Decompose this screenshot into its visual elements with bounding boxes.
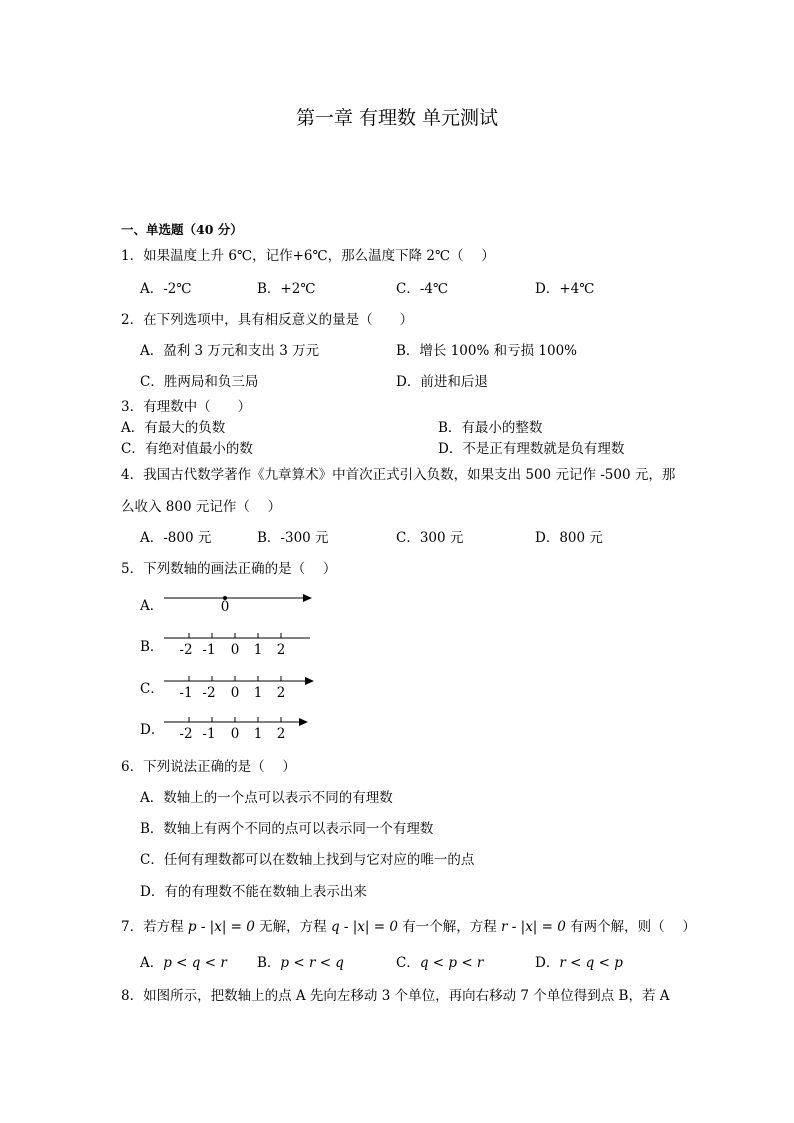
number-line-b-tick-label: -2: [179, 642, 193, 658]
q6-option-c: C．任何有理数都可以在数轴上找到与它对应的唯一的点: [140, 852, 475, 868]
q2-option-b: B．增长 100% 和亏损 100%: [396, 343, 577, 359]
q4-option-a: A．-800 元: [140, 530, 212, 546]
q5-label-b: B．: [140, 639, 164, 655]
q7-option-a: [140, 957, 227, 971]
number-line-b-tick-label: -1: [202, 642, 216, 658]
number-line-c-tick-label: 0: [230, 685, 240, 701]
q7-option-expr: r < q < p: [559, 955, 623, 971]
q7-equation-r: r - |x| = 0: [501, 919, 566, 935]
q7-option-label: C．: [396, 955, 420, 971]
q7-stem-text: 无解，方程: [254, 919, 331, 935]
q7-stem: [121, 921, 696, 935]
q1-option-c: C．-4℃: [396, 281, 449, 297]
number-line-b-tick-label: 1: [253, 642, 263, 658]
q5-stem: 5．下列数轴的画法正确的是（ ）: [121, 561, 337, 577]
q3-option-b: B．有最小的整数: [438, 420, 543, 436]
number-line-c: [160, 674, 320, 706]
q4-option-d: D．800 元: [535, 530, 603, 546]
q7-option-d: [535, 957, 623, 971]
q8-stem: 8．如图所示，把数轴上的点 A 先向左移动 3 个单位，再向右移动 7 个单位得到点 B，若 A: [121, 988, 670, 1004]
q6-option-d: D．有的有理数不能在数轴上表示出来: [140, 884, 367, 900]
q4-stem-line2: 么收入 800 元记作（ ）: [121, 499, 282, 515]
section-heading: 一、单选题（40 分）: [121, 222, 243, 237]
q7-option-c: [396, 957, 483, 971]
q7-option-label: B．: [257, 955, 281, 971]
q3-stem: 3．有理数中（ ）: [121, 399, 252, 415]
q2-option-c: C．胜两局和负三局: [140, 374, 259, 390]
number-line-b-tick-label: 0: [230, 642, 240, 658]
number-line-d-tick-label: 0: [230, 726, 240, 742]
q3-option-c: C．有绝对值最小的数: [121, 441, 253, 457]
q1-option-b: B．+2℃: [257, 281, 316, 297]
q5-label-a: A．: [140, 598, 164, 614]
q1-option-a: A．-2℃: [140, 281, 192, 297]
q3-option-a: A．有最大的负数: [121, 420, 226, 436]
number-line-c-tick-label: 1: [253, 685, 263, 701]
page-title: 第一章 有理数 单元测试: [295, 107, 499, 129]
q1-option-d: D．+4℃: [535, 281, 595, 297]
number-line-a: [160, 588, 320, 620]
q7-option-label: A．: [140, 955, 164, 971]
q5-label-c: C．: [140, 681, 164, 697]
q6-option-a: A．数轴上的一个点可以表示不同的有理数: [140, 790, 393, 806]
number-line-c-tick-label: -2: [202, 685, 216, 701]
q7-stem-text: 7．若方程: [121, 919, 188, 935]
q7-option-label: D．: [535, 955, 560, 971]
q1-stem: 1．如果温度上升 6℃，记作+6℃，那么温度下降 2℃（ ）: [121, 248, 495, 264]
q6-option-b: B．数轴上有两个不同的点可以表示同一个有理数: [140, 821, 434, 837]
q5-label-d: D．: [140, 722, 165, 738]
q7-option-expr: p < r < q: [280, 955, 344, 971]
number-line-b: [160, 632, 320, 664]
q4-option-b: B．-300 元: [257, 530, 329, 546]
number-line-c-tick-label: 2: [276, 685, 286, 701]
q7-option-b: [257, 957, 344, 971]
number-line-d: [160, 715, 320, 747]
q3-option-d: D．不是正有理数就是负有理数: [438, 441, 625, 457]
q7-option-expr: q < p < r: [419, 955, 484, 971]
q7-stem-text: 有一个解，方程: [397, 919, 502, 935]
q4-option-c: C．300 元: [396, 530, 464, 546]
number-line-b-tick-label: 2: [276, 642, 286, 658]
q7-option-expr: p < q < r: [163, 955, 227, 971]
number-line-d-tick-label: 2: [276, 726, 286, 742]
q2-option-a: A．盈利 3 万元和支出 3 万元: [140, 343, 320, 359]
q2-option-d: D．前进和后退: [396, 374, 488, 390]
number-line-d-tick-label: -1: [202, 726, 216, 742]
number-line-d-tick-label: 1: [253, 726, 263, 742]
number-line-a-label: 0: [220, 599, 230, 615]
number-line-c-tick-label: -1: [179, 685, 193, 701]
q2-stem: 2．在下列选项中，具有相反意义的量是（ ）: [121, 312, 414, 328]
q4-stem-line1: 4．我国古代数学著作《九章算术》中首次正式引入负数，如果支出 500 元记作 -500 元，那: [121, 467, 676, 483]
q7-stem-text: 有两个解，则（ ）: [565, 919, 696, 935]
q7-equation-q: q - |x| = 0: [330, 919, 398, 935]
number-line-d-tick-label: -2: [179, 726, 193, 742]
q6-stem: 6．下列说法正确的是（ ）: [121, 759, 296, 775]
q7-equation-p: p - |x| = 0: [187, 919, 255, 935]
